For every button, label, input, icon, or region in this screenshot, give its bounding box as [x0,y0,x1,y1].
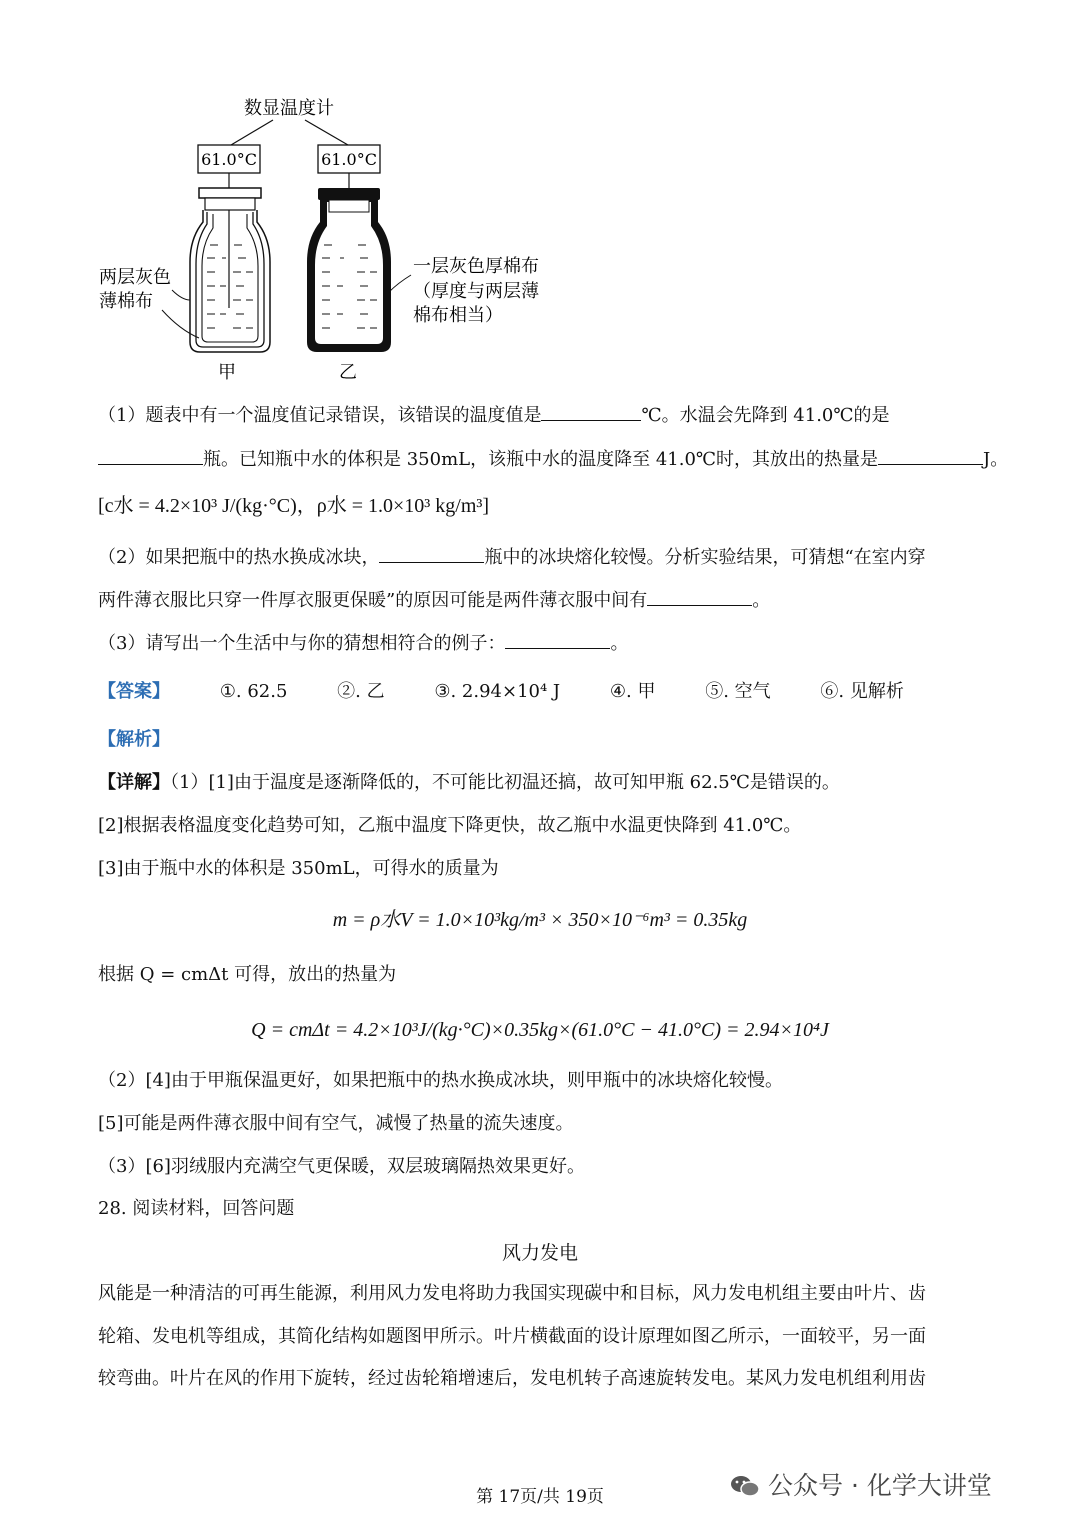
q3-blank[interactable] [505,630,610,649]
analysis-line4: 根据 Q = cmΔt 可得，放出的热量为 [98,964,397,985]
q2-blank2[interactable] [647,587,752,606]
analysis-line6: [5]可能是两件薄衣服中间有空气，减慢了热量的流失速度。 [98,1113,574,1134]
answer-item: ⑥. 见解析 [820,681,904,702]
q1-blank2[interactable] [98,446,203,465]
q28-heading: 28. 阅读材料，回答问题 [98,1198,295,1219]
right-thermometer-reading: 61.0°C [321,150,377,169]
bottle-yi [307,188,391,352]
left-thermometer-reading: 61.0°C [201,150,257,169]
q1-line1: （1）题表中有一个温度值记录错误，该错误的温度值是 ℃。水温会先降到 41.0℃的是 [98,402,890,429]
analysis-line3: [3]由于瓶中水的体积是 350mL，可得水的质量为 [98,858,499,879]
q28-para-line3: 较弯曲。叶片在风的作用下旋转，经过齿轮箱增速后，发电机转子高速旋转发电。某风力发电机组利用齿 [98,1368,926,1389]
analysis-line2: [2]根据表格温度变化趋势可知，乙瓶中温度下降更快，故乙瓶中水温更快降到 41.0℃。 [98,815,802,836]
formula-mass: m = ρ水V = 1.0×10³kg/m³ × 350×10⁻⁶m³ = 0.35kg [332,909,748,931]
answer-item: ⑤. 空气 [705,681,771,702]
answer-item: ④. 甲 [609,681,656,702]
bottle-jia [190,188,270,352]
left-cloth-label-2: 薄棉布 [99,291,153,312]
figure-title: 数显温度计 [244,98,334,119]
page-number: 第 17页/共 19页 [476,1487,604,1507]
q1-blank1[interactable] [541,402,641,421]
q2-line1: （2）如果把瓶中的热水换成冰块， 瓶中的冰块熔化较慢。分析实验结果，可猜想“在室内穿 [98,544,926,571]
q2-blank1[interactable] [379,544,484,563]
bottle-jia-label: 甲 [218,362,236,383]
analysis-line1: 【详解】（1）[1]由于温度是逐渐降低的，不可能比初温还搞，故可知甲瓶 62.5℃是错误的。 [98,772,840,793]
left-cloth-label-1: 两层灰色 [99,267,171,288]
right-cloth-label-1: 一层灰色厚棉布 [413,256,539,277]
analysis-line5: （2）[4]由于甲瓶保温更好，如果把瓶中的热水换成冰块，则甲瓶中的冰块熔化较慢。 [98,1070,783,1091]
watermark: 公众号 · 化学大讲堂 [730,1466,992,1502]
answer-tag: 【答案】 [98,681,170,702]
q1-blank3[interactable] [878,446,983,465]
analysis-tag: 【解析】 [98,729,170,750]
answer-item: ①. 62.5 [219,681,288,702]
q28-para-line2: 轮箱、发电机等组成，其简化结构如题图甲所示。叶片横截面的设计原理如图乙所示，一面较平，另一面 [98,1326,926,1347]
thermos-figure [0,88,600,388]
wechat-icon [730,1474,760,1498]
q3-line: （3）请写出一个生活中与你的猜想相符合的例子： 。 [98,630,628,657]
q1-constants: [c水 = 4.2×10³ J/(kg·°C)，ρ水 = 1.0×10³ kg/m³] [98,495,490,517]
right-cloth-label-2: （厚度与两层薄 [413,281,539,302]
q2-line2: 两件薄衣服比只穿一件厚衣服更保暖”的原因可能是两件薄衣服中间有 。 [98,587,770,614]
answer-item: ③. 2.94×10⁴ J [434,681,561,702]
answer-row [98,679,948,705]
q1-line2: 瓶。已知瓶中水的体积是 350mL，该瓶中水的温度降至 41.0℃时，其放出的热量是 J。 [98,446,1008,473]
analysis-line7: （3）[6]羽绒服内充满空气更保暖，双层玻璃隔热效果更好。 [98,1156,585,1177]
answer-item: ②. 乙 [337,681,385,702]
bottle-yi-label: 乙 [339,362,357,383]
formula-heat: Q = cmΔt = 4.2×10³J/(kg·°C)×0.35kg×(61.0°C − 41.0°C) = 2.94×10⁴J [251,1019,829,1041]
q28-title: 风力发电 [501,1242,578,1264]
q28-para-line1: 风能是一种清洁的可再生能源，利用风力发电将助力我国实现碳中和目标，风力发电机组主要由叶片、齿 [98,1283,926,1304]
right-cloth-label-3: 棉布相当） [413,305,503,326]
